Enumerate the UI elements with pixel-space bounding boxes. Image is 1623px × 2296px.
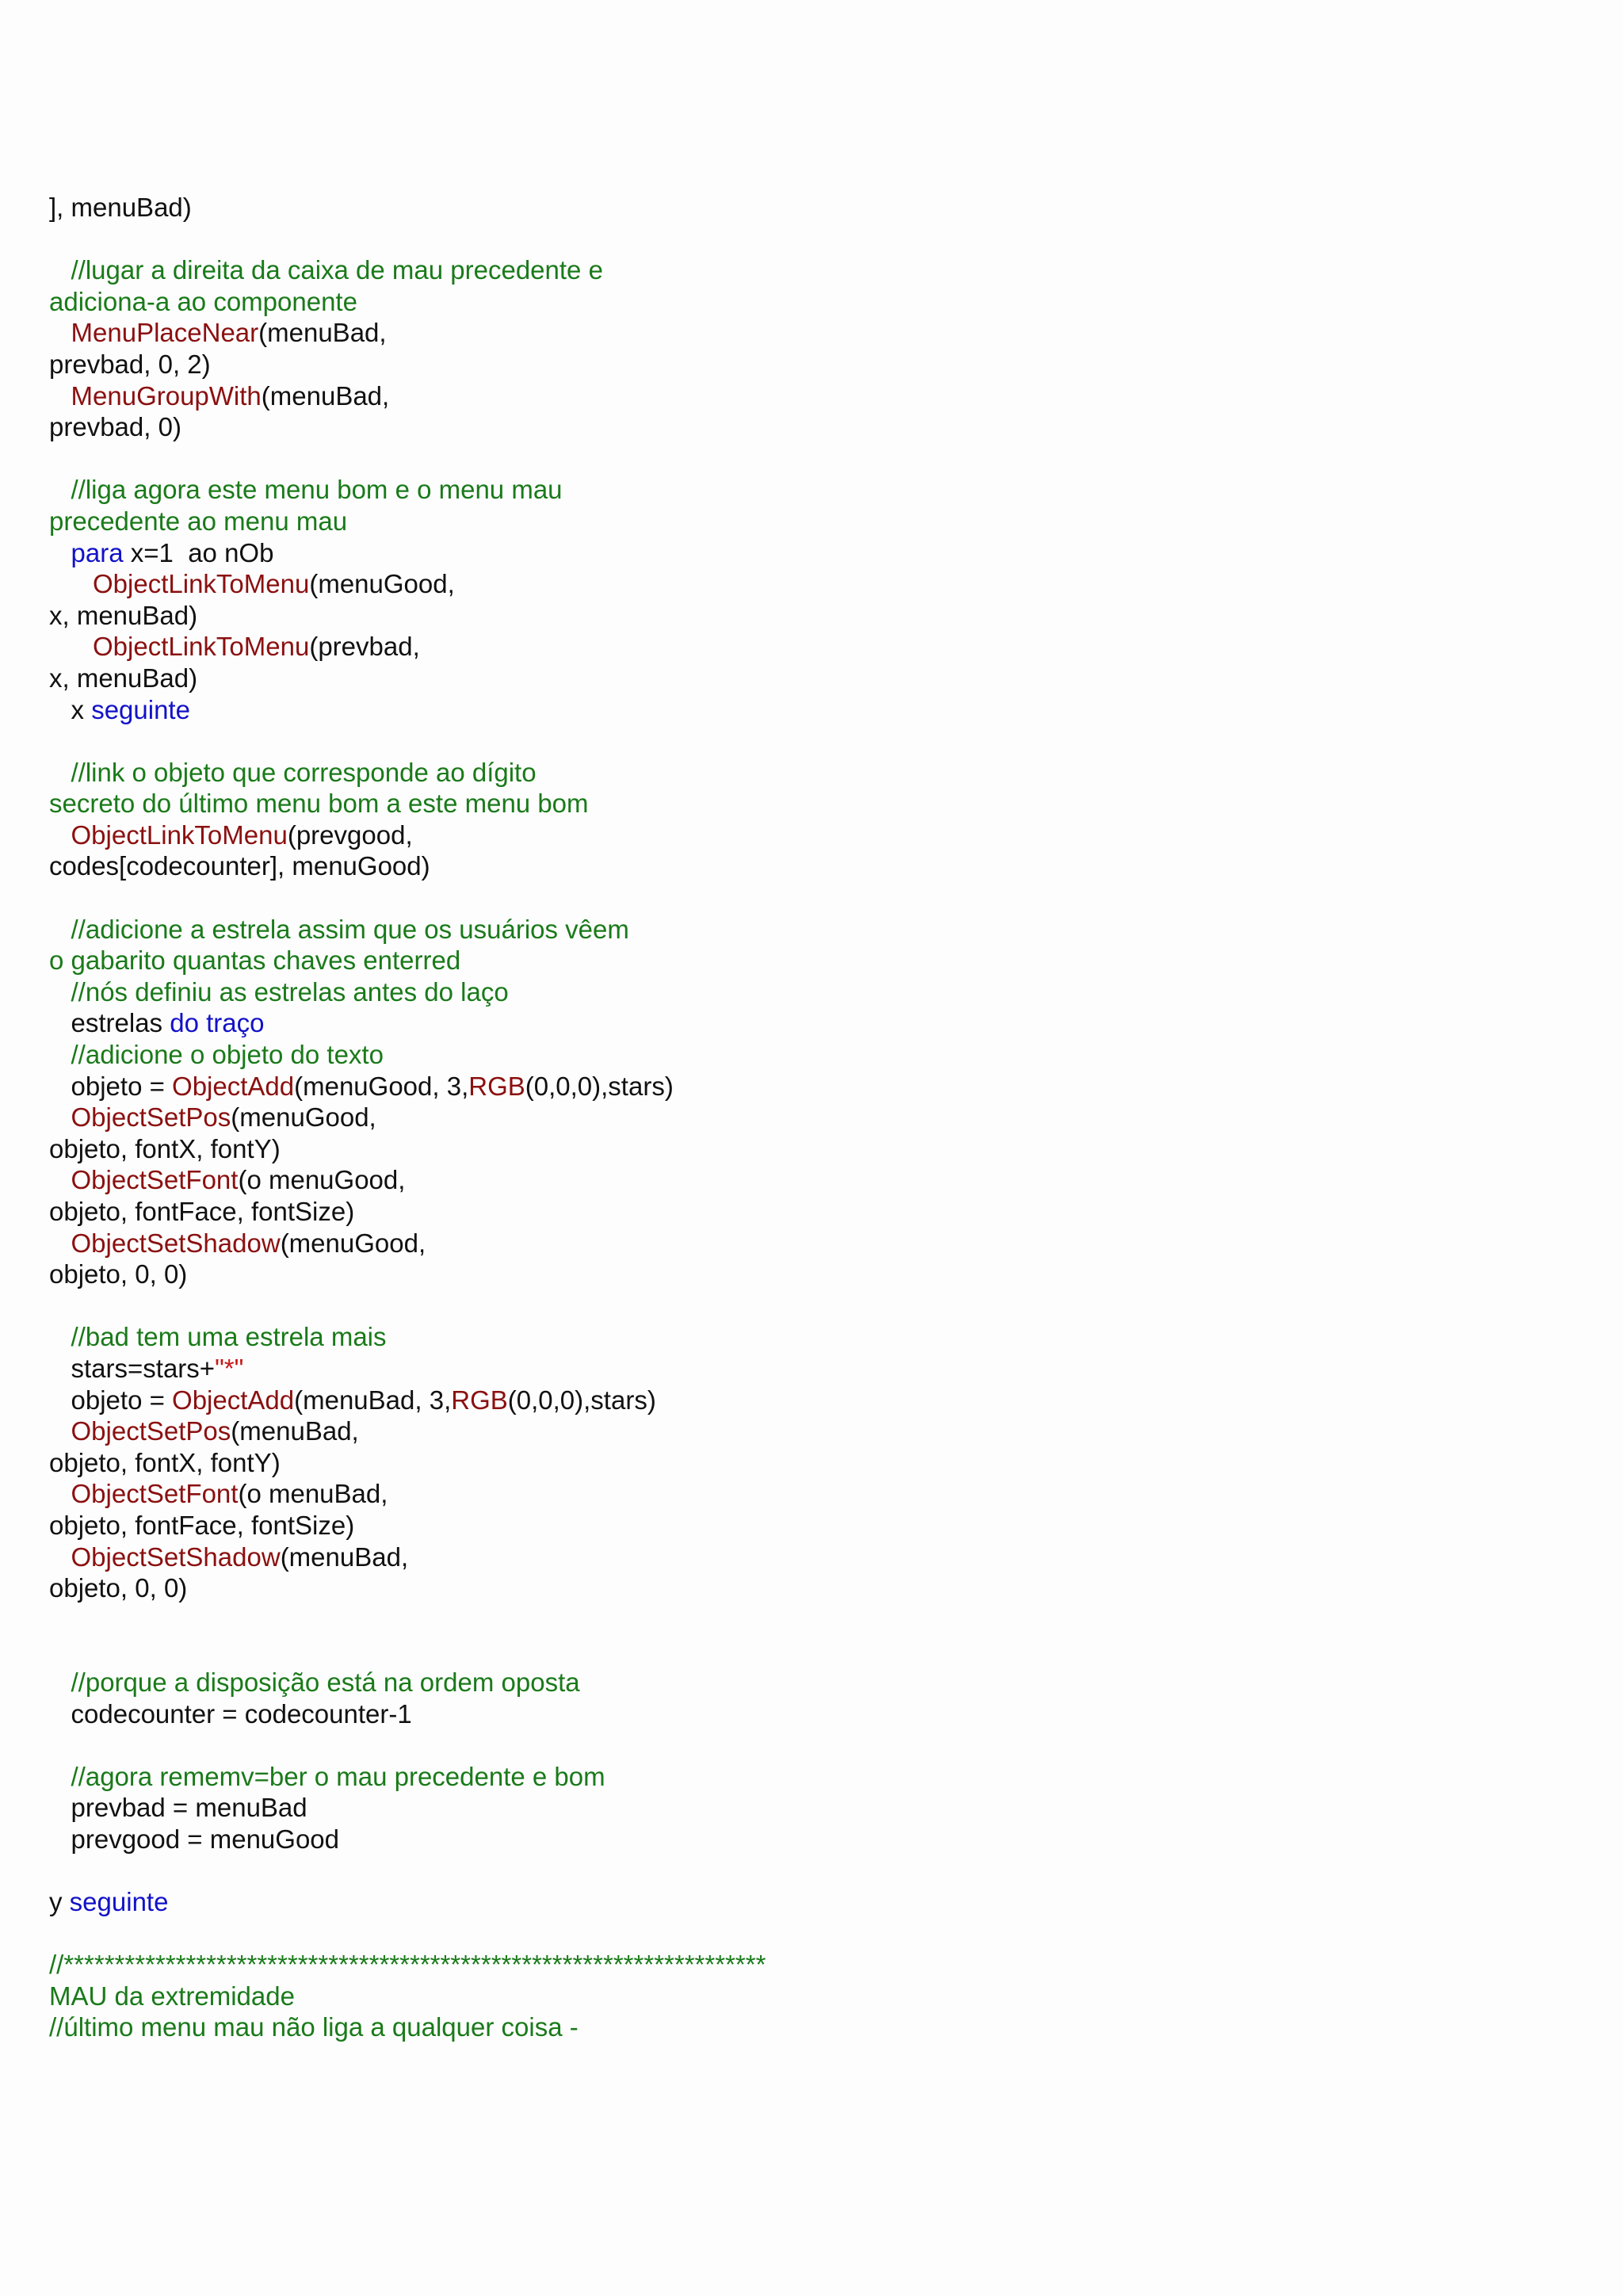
code-line [49,1071,1587,1102]
code-line [49,1133,1587,1165]
code-text: x [49,694,92,724]
code-text: (menuBad, [231,1416,359,1446]
code-line [49,506,1587,537]
code-text: (prevbad, [309,632,420,662]
code-line [49,1039,1587,1071]
code-text: ], menuBad) [49,193,192,222]
code-text [49,318,71,347]
code-line [49,1196,1587,1228]
code-text: x=1 ao nOb [123,537,274,567]
function-name: RGB [468,1071,525,1101]
code-text: (menuBad, [280,1541,409,1572]
comment: //nós definiu as estrelas antes do laço [49,976,509,1007]
keyword: seguinte [69,1887,169,1917]
code-text: stars=stars+ [49,1353,216,1383]
function-name: ObjectSetShadow [71,1228,281,1258]
comment: //link o objeto que corresponde ao dígito [49,757,537,787]
code-line [49,1541,1587,1573]
code-line [49,1007,1587,1039]
keyword: do traço [170,1008,265,1038]
code-text: (prevgood, [287,819,413,850]
comment: //bad tem uma estrela mais [49,1322,387,1352]
code-text [49,1228,71,1258]
comment: //liga agora este menu bom e o menu mau [49,475,563,505]
code-line [49,1510,1587,1541]
code-text: objeto, fontX, fontY) [49,1133,281,1163]
code-text: objeto, fontFace, fontSize) [49,1510,355,1540]
code-text [49,1165,71,1194]
code-line [49,631,1587,663]
function-name: MenuGroupWith [71,380,262,411]
comment: //********************************************************************* [49,1950,766,1980]
code-line [49,1761,1587,1793]
comment: o gabarito quantas chaves enterred [49,946,461,976]
code-text: codecounter = codecounter-1 [49,1698,412,1729]
function-name: ObjectSetFont [71,1165,239,1195]
function-name: ObjectLinkToMenu [93,569,310,599]
code-line [49,1415,1587,1447]
code-text [49,1102,71,1132]
code-text: prevbad = menuBad [49,1793,307,1823]
blank-line [49,223,1587,255]
code-line [49,537,1587,569]
code-line [49,1259,1587,1290]
code-text [49,632,93,661]
code-text: (menuBad, [261,380,390,411]
code-line [49,1824,1587,1855]
blank-line [49,443,1587,475]
code-text [49,569,93,598]
code-text: (o menuGood, [238,1165,406,1195]
code-text [49,1416,71,1446]
code-line [49,819,1587,851]
function-name: ObjectSetShadow [71,1541,281,1572]
code-text [49,538,71,567]
code-line [49,1572,1587,1604]
comment: precedente ao menu mau [49,506,348,536]
code-text [49,1542,71,1572]
code-line [49,286,1587,318]
code-line [49,1981,1587,2012]
code-line [49,2011,1587,2043]
code-line [49,474,1587,506]
code-text: (menuGood, [309,569,455,599]
function-name: RGB [451,1385,508,1415]
code-text: prevbad, 0) [49,412,181,442]
comment: //porque a disposição está na ordem oposta [49,1667,580,1697]
blank-line [49,725,1587,757]
code-text: (menuBad, [258,318,387,348]
string-literal: "*" [215,1353,244,1383]
code-line [49,1698,1587,1730]
code-line [49,600,1587,632]
code-line [49,945,1587,976]
blank-line [49,1729,1587,1761]
code-text: objeto = [49,1071,173,1101]
code-text [49,1479,71,1508]
blank-line [49,1855,1587,1886]
keyword: seguinte [91,694,190,724]
function-name: ObjectLinkToMenu [71,819,288,850]
code-text: y [49,1887,70,1917]
code-listing [49,192,1587,2043]
code-line [49,1321,1587,1353]
code-line [49,663,1587,694]
code-line [49,317,1587,349]
function-name: ObjectSetPos [71,1102,231,1133]
code-text: (o menuBad, [238,1479,388,1509]
function-name: ObjectSetFont [71,1479,239,1509]
function-name: ObjectLinkToMenu [93,632,310,662]
code-line [49,1886,1587,1918]
code-line [49,1792,1587,1824]
code-line [49,349,1587,380]
comment: //último menu mau não liga a qualquer coisa - [49,2012,579,2042]
code-line [49,568,1587,600]
code-line [49,976,1587,1008]
code-line [49,192,1587,223]
code-text [49,381,71,411]
code-line [49,757,1587,789]
code-text: (menuGood, [231,1102,376,1133]
code-text: (0,0,0),stars) [525,1071,674,1101]
code-line [49,1228,1587,1259]
code-line [49,694,1587,726]
code-line [49,1164,1587,1196]
code-text: (menuGood, 3, [294,1071,469,1101]
keyword: para [71,537,124,567]
function-name: ObjectAdd [172,1385,295,1415]
comment: MAU da extremidade [49,1981,295,2011]
comment: //adicione o objeto do texto [49,1040,384,1070]
code-text: objeto, fontX, fontY) [49,1447,281,1477]
code-text: objeto, 0, 0) [49,1259,188,1289]
code-line [49,1949,1587,1981]
comment: //lugar a direita da caixa de mau precedente e [49,255,603,285]
comment: //adicione a estrela assim que os usuários vêem [49,914,629,944]
blank-line [49,1635,1587,1667]
code-text: (0,0,0),stars) [507,1385,656,1415]
comment: secreto do último menu bom a este menu bom [49,789,589,819]
code-text: estrelas [49,1008,170,1038]
code-text: objeto, 0, 0) [49,1573,188,1603]
blank-line [49,1918,1587,1950]
code-text: objeto = [49,1385,173,1415]
code-line [49,850,1587,882]
blank-line [49,882,1587,914]
code-line [49,411,1587,443]
code-text: prevgood = menuGood [49,1824,339,1854]
code-line [49,1447,1587,1479]
code-line [49,1102,1587,1133]
code-line [49,1353,1587,1385]
code-text: objeto, fontFace, fontSize) [49,1197,355,1226]
code-text: codes[codecounter], menuGood) [49,851,430,881]
function-name: ObjectSetPos [71,1416,231,1446]
function-name: ObjectAdd [172,1071,295,1101]
code-text: (menuGood, [280,1228,426,1258]
code-line [49,788,1587,819]
code-line [49,914,1587,946]
function-name: MenuPlaceNear [71,318,259,348]
code-text: (menuBad, 3, [294,1385,452,1415]
code-line [49,380,1587,412]
code-text: prevbad, 0, 2) [49,349,211,379]
code-line [49,1667,1587,1698]
comment: //agora rememv=ber o mau precedente e bom [49,1761,605,1791]
code-line [49,254,1587,286]
code-line [49,1385,1587,1416]
comment: adiciona-a ao componente [49,286,357,316]
code-text: x, menuBad) [49,600,198,630]
blank-line [49,1290,1587,1322]
blank-line [49,1604,1587,1636]
code-line [49,1478,1587,1510]
code-text: x, menuBad) [49,663,198,693]
code-text [49,820,71,850]
